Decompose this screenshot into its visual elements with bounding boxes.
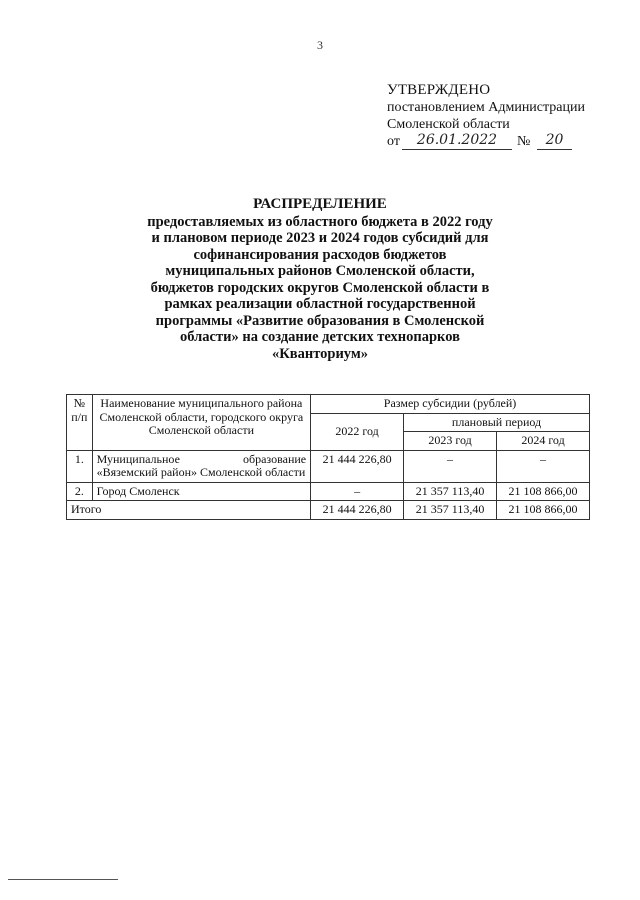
approval-line-2: Смоленской области <box>387 117 510 132</box>
document-heading <box>100 196 540 362</box>
document-title: РАСПРЕДЕЛЕНИЕ <box>253 196 387 212</box>
header-2022: 2022 год <box>311 413 404 450</box>
row-2024: 21 108 866,00 <box>497 482 590 501</box>
table-row <box>67 450 590 482</box>
header-2024: 2024 год <box>497 432 590 451</box>
total-2023: 21 357 113,40 <box>404 501 497 520</box>
heading-line: бюджетов городских округов Смоленской области в <box>150 279 490 296</box>
total-2024: 21 108 866,00 <box>497 501 590 520</box>
total-2022: 21 444 226,80 <box>311 501 404 520</box>
handwritten-number: 20 <box>537 132 572 150</box>
heading-line: и плановом периоде 2023 и 2024 годов субсидий для <box>151 230 489 246</box>
approval-title: УТВЕРЖДЕНО <box>387 82 491 98</box>
table-header-row <box>67 395 590 414</box>
header-plan-period: плановый период <box>404 413 590 432</box>
row-2022: – <box>311 482 404 501</box>
heading-line: муниципальных районов Смоленской области, <box>165 263 475 279</box>
row-num: 2. <box>67 482 93 501</box>
table-row <box>67 482 590 501</box>
header-amount: Размер субсидии (рублей) <box>311 395 590 414</box>
approval-block <box>387 82 627 153</box>
table-total-row <box>67 501 590 520</box>
row-num: 1. <box>67 450 93 482</box>
row-2023: 21 357 113,40 <box>404 482 497 501</box>
heading-line: предоставляемых из областного бюджета в 2022 году <box>147 213 493 230</box>
heading-line: «Кванториум» <box>272 345 368 362</box>
header-num: № п/п <box>67 395 93 451</box>
number-label: № <box>517 134 531 149</box>
subsidy-table <box>66 394 590 520</box>
header-name: Наименование муниципального района Смоленской области, городского округа Смоленской области <box>92 395 310 451</box>
row-2024: – <box>497 450 590 482</box>
heading-line: рамках реализации областной государственной <box>164 296 476 312</box>
page-number: 3 <box>317 38 323 52</box>
heading-line: программы «Развитие образования в Смоленской <box>155 312 485 329</box>
handwritten-date: 26.01.2022 <box>402 132 512 150</box>
row-name: Муниципальное образование «Вяземский район» Смоленской области <box>92 450 310 482</box>
header-2023: 2023 год <box>404 432 497 451</box>
row-2022: 21 444 226,80 <box>311 450 404 482</box>
row-2023: – <box>404 450 497 482</box>
total-label: Итого <box>67 501 311 520</box>
heading-line: области» на создание детских технопарков <box>180 329 460 345</box>
decree-line <box>387 133 627 153</box>
heading-line: софинансирования расходов бюджетов <box>193 246 447 263</box>
from-label: от <box>387 134 400 149</box>
footnote-rule <box>8 879 118 880</box>
row-name: Город Смоленск <box>92 482 310 501</box>
approval-line-1: постановлением Администрации <box>387 100 585 115</box>
